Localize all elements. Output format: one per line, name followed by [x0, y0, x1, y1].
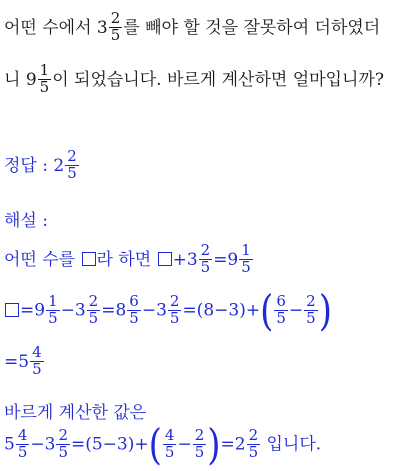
question-line-2: [4, 61, 384, 97]
operator: =9: [213, 249, 239, 270]
denominator: 5: [248, 442, 259, 461]
denominator: 5: [39, 77, 50, 96]
denominator: 5: [306, 308, 316, 327]
operator: =(8−3)+: [182, 300, 261, 321]
solution-result: [4, 343, 45, 379]
numerator: 1: [241, 241, 251, 259]
fraction: [127, 291, 141, 327]
denominator: 5: [32, 359, 42, 378]
denominator: 5: [88, 308, 99, 327]
fraction: [193, 425, 207, 461]
solution-text: 어떤 수를: [4, 249, 81, 270]
operator: −3: [60, 300, 86, 321]
operator: =2: [220, 434, 246, 455]
operator: =9: [20, 300, 46, 321]
answer-line: [4, 147, 80, 183]
fraction: [87, 291, 101, 327]
numerator: 4: [17, 425, 28, 444]
fraction: [168, 291, 182, 327]
numerator: 1: [48, 291, 58, 310]
numerator: 2: [200, 241, 211, 259]
solution-final: [4, 420, 322, 470]
solution-label: 해설 :: [4, 211, 48, 231]
numerator: 6: [129, 291, 139, 310]
operator: −3: [30, 434, 56, 455]
operator: =5: [4, 351, 30, 372]
operator: −3: [141, 300, 167, 321]
fraction: [163, 425, 177, 461]
answer-fraction: [65, 149, 79, 182]
blank-box-icon: [82, 252, 96, 266]
numerator: 4: [32, 343, 42, 361]
denominator: 5: [241, 257, 251, 276]
numerator: 2: [306, 291, 316, 310]
solution-calculation: [4, 286, 332, 336]
solution-text: 라 하면: [96, 249, 157, 270]
mixed-number-whole: 3: [96, 17, 108, 38]
left-paren-icon: (: [148, 420, 162, 470]
numerator: 4: [164, 425, 175, 444]
fraction: [16, 425, 30, 461]
operator: =8: [101, 300, 127, 321]
question-text: 어떤 수에서: [4, 17, 97, 38]
mixed-number-whole: 9: [25, 69, 37, 90]
question-text: 니: [4, 69, 26, 90]
denominator: 5: [276, 308, 286, 327]
question-text: 이 되었습니다. 바르게 계산하면 얼마입니까?: [52, 69, 384, 90]
fraction: [56, 425, 70, 461]
operator: =(5−3)+: [70, 434, 149, 455]
fraction: [38, 63, 52, 96]
question-line-1: [4, 9, 381, 45]
operator: 5: [4, 434, 15, 455]
numerator: 2: [110, 9, 121, 27]
fraction: [199, 243, 213, 276]
correct-value-label: 바르게 계산한 값은: [4, 403, 147, 423]
denominator: 5: [169, 308, 180, 327]
right-paren-icon: ): [207, 420, 221, 470]
denominator: 5: [164, 442, 175, 461]
fraction: [109, 11, 123, 44]
numerator: 2: [248, 425, 259, 444]
denominator: 5: [194, 442, 205, 461]
numerator: 6: [276, 291, 286, 310]
question-text: 를 빼야 할 것을 잘못하여 더하였더: [123, 17, 381, 38]
operator: +3: [172, 249, 198, 270]
fraction: [46, 291, 60, 327]
denominator: 5: [200, 257, 211, 276]
left-paren-icon: (: [260, 286, 274, 336]
denominator: 5: [129, 308, 139, 327]
denominator: 5: [110, 25, 121, 44]
answer-label: 정답 :: [4, 155, 54, 176]
numerator: 2: [169, 291, 180, 310]
solution-text: 입니다.: [261, 434, 322, 455]
fraction: [239, 243, 253, 276]
blank-box-icon: [158, 252, 172, 266]
operator: −: [288, 300, 304, 321]
denominator: 5: [17, 442, 28, 461]
denominator: 5: [67, 163, 77, 182]
operator: −: [177, 434, 192, 455]
denominator: 5: [48, 308, 58, 327]
fraction: [247, 425, 261, 461]
blank-box-icon: [5, 303, 19, 317]
numerator: 2: [58, 425, 68, 444]
numerator: 2: [88, 291, 99, 310]
denominator: 5: [58, 442, 68, 461]
answer-whole: 2: [53, 155, 65, 176]
solution-setup: [4, 241, 254, 277]
numerator: 1: [39, 61, 50, 79]
right-paren-icon: ): [318, 286, 332, 336]
numerator: 2: [194, 425, 205, 444]
fraction: [304, 291, 318, 327]
fraction: [30, 345, 44, 378]
fraction: [274, 291, 288, 327]
numerator: 2: [67, 147, 77, 165]
